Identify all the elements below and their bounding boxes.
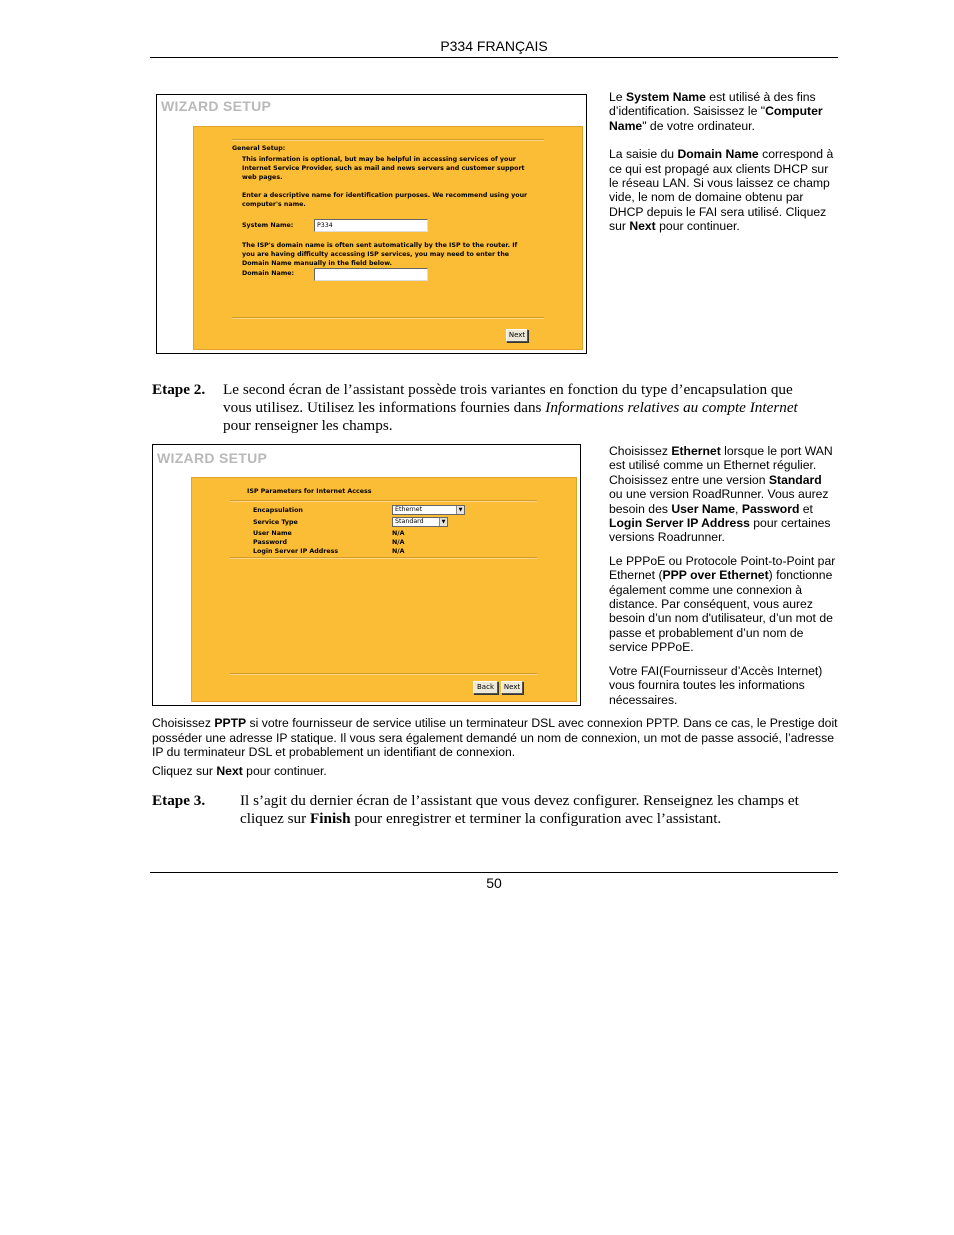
next-button[interactable]: Next — [501, 681, 523, 694]
panel-bottom-rule — [232, 317, 544, 319]
footer-rule — [150, 872, 838, 873]
service-type-select[interactable]: Standard ▼ — [392, 517, 448, 527]
intro-line-2: Internet Service Provider, such as mail and news servers and customer support — [242, 165, 525, 172]
system-name-input[interactable]: P334 — [314, 219, 428, 232]
isp-domain-text — [242, 241, 542, 268]
intro-text — [242, 155, 542, 182]
user-name-label: User Name — [253, 530, 292, 537]
side-description-isp — [609, 444, 837, 707]
header-rule — [150, 57, 838, 58]
password-value: N/A — [392, 539, 405, 546]
next-button[interactable]: Next — [506, 329, 528, 342]
page-number: 50 — [486, 875, 502, 891]
desc-line-2: computer's name. — [242, 201, 306, 208]
wizard-screenshot-isp — [152, 444, 581, 706]
isp-parameters-heading: ISP Parameters for Internet Access — [247, 488, 372, 495]
domain-name-description: La saisie du Domain Name correspond à ce qui est propagé aux clients DHCP sur le réseau LAN. Si vous laissez ce champ vide, le nom de domaine obtenu par DHCP depuis le FAI sera utilisé. Cliquez sur Next pour continuer. — [609, 147, 834, 234]
wizard-panel — [191, 477, 577, 702]
wizard-title: WIZARD SETUP — [161, 98, 272, 114]
panel-mid-rule — [230, 557, 537, 559]
page-header-title: P334 FRANÇAIS — [440, 38, 548, 54]
wizard-screenshot-general — [156, 94, 587, 354]
pptp-paragraph: Choisissez PPTP si votre fournisseur de service utilise un terminateur DSL avec connexion PPTP. Dans ce cas, le Prestige doit posséder une adresse IP statique. Il vous sera également demandé un nom de connexion, un mot de passe associé, l’adresse IP du terminateur DSL et probablement un identifiant de connexion. — [152, 716, 838, 760]
isp-info-note: Votre FAI(Fournisseur d’Accès Internet) vous fournira toutes les informations nécessaires. — [609, 663, 823, 707]
system-name-description: Le System Name est utilisé à des fins d’identification. Saisissez le "Computer Name" de votre ordinateur. — [609, 90, 823, 133]
panel-bottom-rule — [230, 673, 537, 675]
login-server-ip-label: Login Server IP Address — [253, 548, 339, 555]
continue-note: Cliquez sur Next pour continuer. — [152, 764, 327, 778]
encapsulation-select[interactable]: Ethernet ▼ — [392, 505, 465, 515]
chevron-down-icon: ▼ — [439, 518, 447, 526]
isp-line-1: The ISP's domain name is often sent automatically by the ISP to the router. If — [242, 242, 518, 249]
section-heading: General Setup: — [232, 145, 286, 152]
intro-line-3: web pages. — [242, 174, 283, 181]
domain-name-input[interactable] — [314, 268, 428, 281]
panel-top-rule — [230, 500, 537, 502]
side-description-general — [609, 90, 835, 234]
isp-line-2: you are having difficulty accessing ISP services, you may need to enter the — [242, 251, 510, 258]
step-3-text: Il s’agit du dernier écran de l’assistant que vous devez configurer. Renseignez les champs et cliquez sur Finish pour enregistrer et terminer la configuration avec l’assistant. — [240, 792, 799, 827]
panel-top-rule — [232, 139, 544, 141]
ethernet-description: Choisissez Ethernet lorsque le port WAN est utilisé comme un Ethernet régulier. Choisissez entre une version Standard ou une version RoadRunner. Vous aurez besoin des User Name, Password et Login Server IP Address pour certaines versions Roadrunner. — [609, 444, 833, 545]
password-label: Password — [253, 539, 287, 546]
step-2-label: Etape 2. — [152, 381, 206, 398]
chevron-down-icon: ▼ — [456, 506, 464, 514]
user-name-value: N/A — [392, 530, 405, 537]
encapsulation-label: Encapsulation — [253, 507, 303, 514]
domain-name-label: Domain Name: — [242, 270, 295, 277]
login-server-ip-value: N/A — [392, 548, 405, 555]
desc-text — [242, 191, 542, 209]
step-2-text: Le second écran de l’assistant possède trois variantes en fonction du type d’encapsulation que vous utilisez. Utilisez les informations fournies dans Informations relatives au compte Internet pour renseigner les champs. — [223, 381, 798, 434]
service-type-label: Service Type — [253, 519, 298, 526]
desc-line-1: Enter a descriptive name for identification purposes. We recommend using your — [242, 192, 528, 199]
intro-line-1: This information is optional, but may be helpful in accessing services of your — [242, 156, 516, 163]
pppoe-description: Le PPPoE ou Protocole Point-to-Point par Ethernet (PPP over Ethernet) fonctionne également comme une connexion à distance. Par conséquent, vous aurez besoin d’un nom d'utilisateur, d’un mot de passe et probablement d’un nom de service PPPoE. — [609, 553, 836, 655]
wizard-panel — [193, 126, 583, 350]
isp-line-3: Domain Name manually in the field below. — [242, 260, 393, 267]
wizard-title: WIZARD SETUP — [157, 450, 268, 466]
system-name-label: System Name: — [242, 222, 294, 229]
step-3-label: Etape 3. — [152, 792, 206, 809]
back-button[interactable]: Back — [473, 681, 498, 694]
